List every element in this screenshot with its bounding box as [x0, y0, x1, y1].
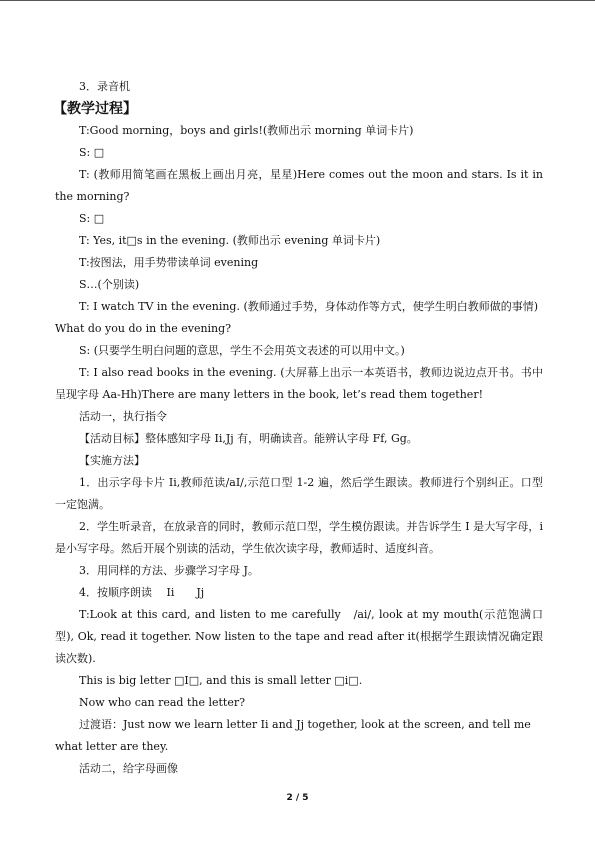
- step-item: 2．学生听录音，在放录音的同时，教师示范口型，学生模仿跟读。并告诉学生 I 是大写字母，i 是小写字母。然后开展个别读的活动，学生依次读字母，教师适时、适度纠音。: [55, 520, 543, 555]
- paragraph: T: (教师用简笔画在黑板上画出月亮，星星)Here comes out the moon and stars. Is it in the morning?: [55, 168, 543, 203]
- paragraph: Now who can read the letter?: [79, 696, 245, 709]
- step-item: 4．按顺序朗读 Ii Jj: [79, 586, 205, 599]
- document-body: [55, 76, 543, 780]
- paragraph: T:Look at this card, and listen to me carefully /ai/, look at my mouth(示范饱满口型), Ok, read it together. Now listen to the tape and read after it(根据学生跟读情况确定跟读次数).: [55, 608, 543, 665]
- paragraph: This is big letter □I□, and this is small letter □i□.: [79, 674, 363, 687]
- activity-title: 活动一，执行指令: [79, 410, 167, 423]
- section-heading: 【教学过程】: [53, 101, 137, 117]
- page-top-rule: [0, 0, 595, 1]
- activity-title: 活动二，给字母画像: [79, 762, 178, 775]
- page-number: 2 / 5: [286, 793, 309, 803]
- paragraph: S: □: [79, 212, 105, 225]
- paragraph: S…(个别读): [79, 278, 140, 291]
- paragraph: T: I also read books in the evening. (大屏幕上出示一本英语书，教师边说边点开书。书中呈现字母 Aa-Hh)There are many letters in the book, let’s read them together!: [55, 366, 543, 401]
- paragraph: S: □: [79, 146, 105, 159]
- method-heading: 【实施方法】: [79, 454, 145, 467]
- material-item: 3．录音机: [79, 80, 130, 93]
- step-item: 3．用同样的方法、步骤学习字母 J。: [79, 564, 259, 577]
- paragraph: T:Good morning，boys and girls!(教师出示 morning 单词卡片): [79, 124, 414, 137]
- transition-text: 过渡语：Just now we learn letter Ii and Jj together, look at the screen, and tell me what letter are they.: [55, 718, 531, 753]
- paragraph: T: Yes, it□s in the evening. (教师出示 evening 单词卡片): [79, 234, 381, 247]
- activity-goal: 【活动目标】整体感知字母 Ii,Jj 有，明确读音。能辨认字母 Ff, Gg。: [79, 432, 418, 445]
- step-item: 1．出示字母卡片 Ii,教师范读/aI/,示范口型 1-2 遍，然后学生跟读。教师进行个别纠正。口型一定饱满。: [55, 476, 543, 511]
- paragraph: T:按图法，用手势带读单词 evening: [79, 256, 259, 269]
- paragraph: T: I watch TV in the evening. (教师通过手势，身体动作等方式，使学生明白教师做的事情) What do you do in the evening?: [55, 300, 539, 335]
- paragraph: S: (只要学生明白问题的意思，学生不会用英文表述的可以用中文。): [79, 344, 405, 357]
